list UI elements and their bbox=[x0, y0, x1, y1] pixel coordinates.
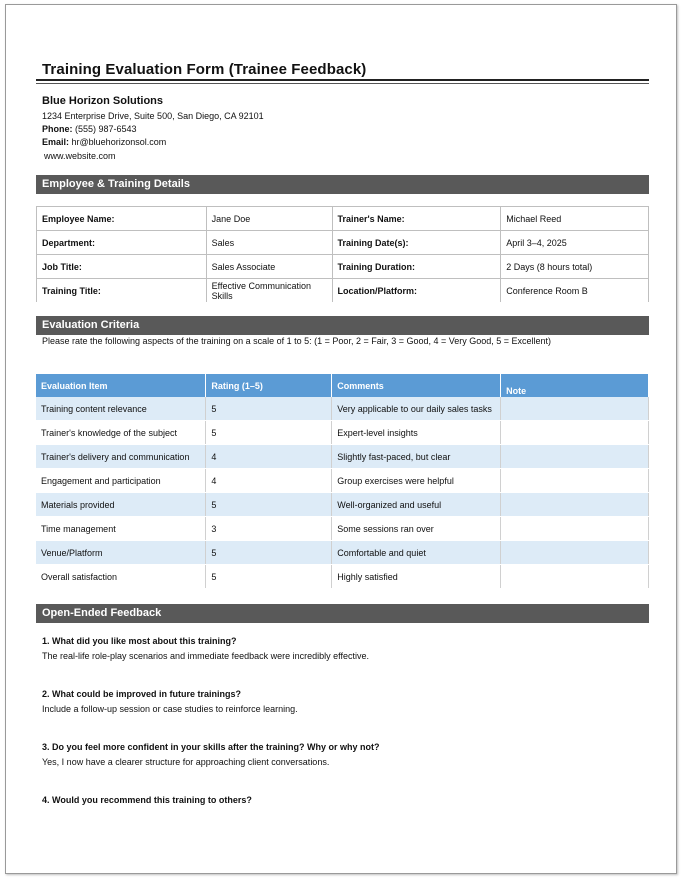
company-address: 1234 Enterprise Drive, Suite 500, San Diego, CA 92101 bbox=[42, 111, 264, 121]
evaluation-row bbox=[36, 469, 649, 493]
detail-label: Training Duration: bbox=[332, 255, 501, 279]
detail-value[interactable]: Jane Doe bbox=[206, 207, 332, 231]
evaluation-item: Materials provided bbox=[36, 493, 206, 517]
rating-value[interactable]: 5 bbox=[206, 565, 332, 589]
detail-label: Trainer's Name: bbox=[332, 207, 501, 231]
evaluation-row bbox=[36, 517, 649, 541]
evaluation-item: Engagement and participation bbox=[36, 469, 206, 493]
detail-label: Training Date(s): bbox=[332, 231, 501, 255]
details-row bbox=[37, 231, 649, 255]
comment-text[interactable]: Well-organized and useful bbox=[332, 493, 501, 517]
note-cell[interactable] bbox=[501, 397, 649, 421]
rating-value[interactable]: 4 bbox=[206, 445, 332, 469]
details-table bbox=[36, 206, 649, 302]
note-cell[interactable] bbox=[501, 565, 649, 589]
comment-text[interactable]: Slightly fast-paced, but clear bbox=[332, 445, 501, 469]
note-cell[interactable] bbox=[501, 469, 649, 493]
feedback-answer-1[interactable]: The real-life role-play scenarios and immediate feedback were incredibly effective. bbox=[42, 651, 369, 661]
company-website[interactable]: www.website.com bbox=[44, 151, 116, 161]
detail-value[interactable]: April 3–4, 2025 bbox=[501, 231, 649, 255]
section-header-details: Employee & Training Details bbox=[36, 175, 649, 194]
rating-value[interactable]: 3 bbox=[206, 517, 332, 541]
note-cell[interactable] bbox=[501, 421, 649, 445]
company-phone bbox=[42, 124, 137, 134]
section-header-criteria: Evaluation Criteria bbox=[36, 316, 649, 335]
company-email bbox=[42, 137, 166, 147]
evaluation-row bbox=[36, 397, 649, 421]
feedback-question-1: 1. What did you like most about this training? bbox=[42, 636, 237, 646]
email-value[interactable]: hr@bluehorizonsol.com bbox=[71, 137, 167, 147]
evaluation-item: Trainer's delivery and communication bbox=[36, 445, 206, 469]
evaluation-item: Trainer's knowledge of the subject bbox=[36, 421, 206, 445]
detail-value[interactable]: Michael Reed bbox=[501, 207, 649, 231]
evaluation-item: Overall satisfaction bbox=[36, 565, 206, 589]
phone-value: (555) 987-6543 bbox=[75, 124, 137, 134]
title-divider-thin bbox=[36, 83, 649, 84]
note-cell[interactable] bbox=[501, 517, 649, 541]
detail-label: Job Title: bbox=[37, 255, 207, 279]
detail-value[interactable]: Conference Room B bbox=[501, 279, 649, 303]
header-evaluation-item: Evaluation Item bbox=[36, 374, 206, 397]
evaluation-row bbox=[36, 421, 649, 445]
detail-label: Employee Name: bbox=[37, 207, 207, 231]
feedback-question-2: 2. What could be improved in future trainings? bbox=[42, 689, 242, 699]
rating-value[interactable]: 4 bbox=[206, 469, 332, 493]
detail-value[interactable]: Sales bbox=[206, 231, 332, 255]
comment-text[interactable]: Very applicable to our daily sales tasks bbox=[332, 397, 501, 421]
page-title: Training Evaluation Form (Trainee Feedback) bbox=[42, 61, 367, 78]
comment-text[interactable]: Group exercises were helpful bbox=[332, 469, 501, 493]
note-cell[interactable] bbox=[501, 445, 649, 469]
comment-text[interactable]: Comfortable and quiet bbox=[332, 541, 501, 565]
comment-text[interactable]: Expert-level insights bbox=[332, 421, 501, 445]
detail-label: Department: bbox=[37, 231, 207, 255]
note-cell[interactable] bbox=[501, 541, 649, 565]
detail-value[interactable]: 2 Days (8 hours total) bbox=[501, 255, 649, 279]
evaluation-item: Venue/Platform bbox=[36, 541, 206, 565]
details-row bbox=[37, 207, 649, 231]
evaluation-item: Training content relevance bbox=[36, 397, 206, 421]
header-note-label: Note bbox=[506, 385, 527, 396]
detail-value[interactable]: Effective Communication Skills bbox=[206, 279, 332, 303]
details-row bbox=[37, 255, 649, 279]
rating-value[interactable]: 5 bbox=[206, 397, 332, 421]
section-header-feedback: Open-Ended Feedback bbox=[36, 604, 649, 623]
evaluation-row bbox=[36, 565, 649, 589]
rating-instructions: Please rate the following aspects of the training on a scale of 1 to 5: (1 = Poor, 2 = Fair, 3 = Good, 4 = Very Good, 5 = Excellent) bbox=[42, 336, 552, 346]
evaluation-row bbox=[36, 541, 649, 565]
rating-value[interactable]: 5 bbox=[206, 541, 332, 565]
comment-text[interactable]: Highly satisfied bbox=[332, 565, 501, 589]
evaluation-item: Time management bbox=[36, 517, 206, 541]
company-name: Blue Horizon Solutions bbox=[42, 95, 163, 107]
title-divider bbox=[36, 79, 649, 81]
email-label: Email: bbox=[42, 137, 70, 147]
feedback-question-3: 3. Do you feel more confident in your skills after the training? Why or why not? bbox=[42, 742, 380, 752]
note-cell[interactable] bbox=[501, 493, 649, 517]
feedback-answer-3[interactable]: Yes, I now have a clearer structure for approaching client conversations. bbox=[42, 757, 330, 767]
phone-label: Phone: bbox=[42, 124, 73, 134]
detail-label: Location/Platform: bbox=[332, 279, 501, 303]
evaluation-row bbox=[36, 493, 649, 517]
feedback-answer-2[interactable]: Include a follow-up session or case studies to reinforce learning. bbox=[42, 704, 298, 714]
evaluation-header-row bbox=[36, 374, 649, 397]
rating-value[interactable]: 5 bbox=[206, 493, 332, 517]
header-comments: Comments bbox=[332, 374, 501, 397]
evaluation-table bbox=[36, 374, 649, 589]
details-row bbox=[37, 279, 649, 303]
comment-text[interactable]: Some sessions ran over bbox=[332, 517, 501, 541]
evaluation-row bbox=[36, 445, 649, 469]
header-rating: Rating (1–5) bbox=[206, 374, 332, 397]
rating-value[interactable]: 5 bbox=[206, 421, 332, 445]
detail-value[interactable]: Sales Associate bbox=[206, 255, 332, 279]
header-note bbox=[501, 374, 649, 397]
feedback-question-4: 4. Would you recommend this training to others? bbox=[42, 795, 252, 805]
detail-label: Training Title: bbox=[37, 279, 207, 303]
